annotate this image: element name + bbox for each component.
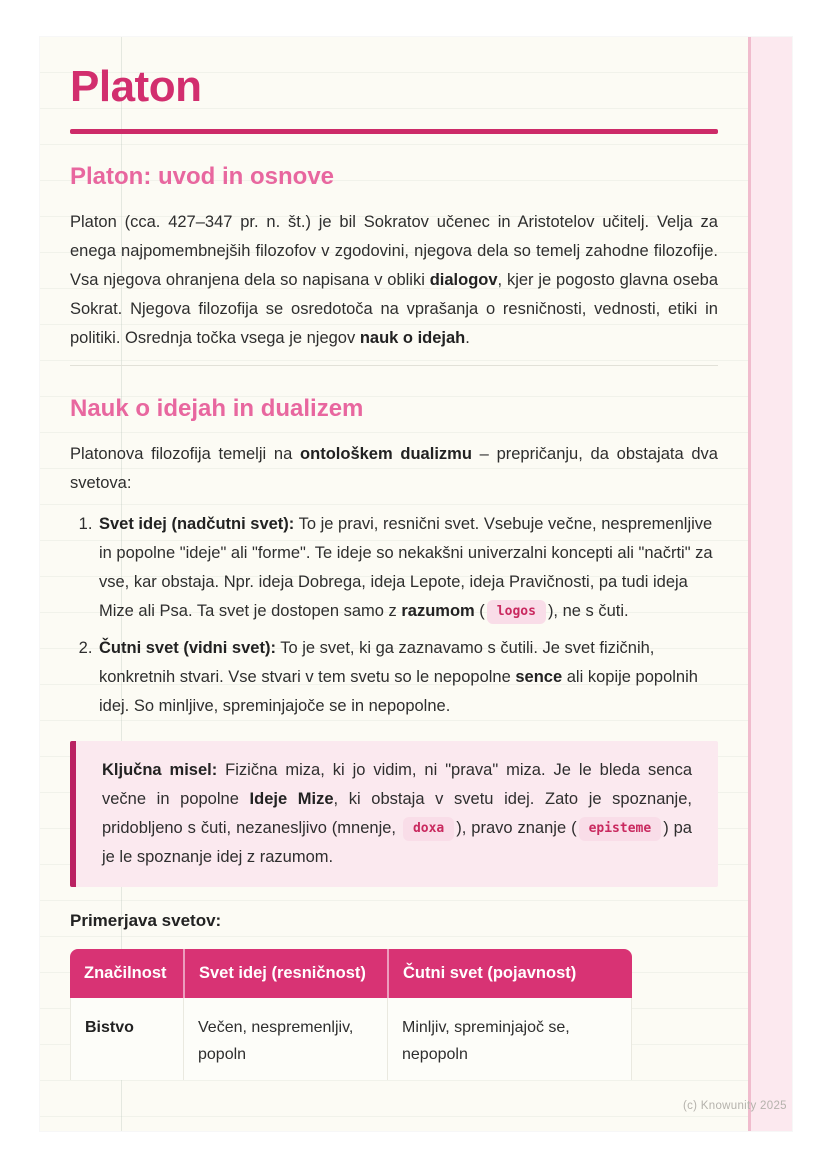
text-run: ( <box>474 602 485 620</box>
bold-term: sence <box>515 668 563 686</box>
table-header-cell: Čutni svet (pojavnost) <box>387 949 632 998</box>
table-label: Primerjava svetov: <box>70 911 222 930</box>
dualism-intro-paragraph <box>70 440 718 498</box>
notes-page <box>40 37 792 1131</box>
table-header-cell: Svet idej (resničnost) <box>183 949 387 998</box>
intro-paragraph <box>70 208 718 353</box>
text-run: , kjer je pogosto glavna oseba Sokrat. Njegova filozofija se osredotoča na vprašanja o resničnosti, vednosti, etiki in politiki. Osrednja točka vsega je njegov <box>70 271 718 347</box>
text-run: Platon (cca. 427–347 pr. n. št.) je bil Sokratov učenec in Aristotelov učitelj. Velja za enega najpomembnejših filozofov v zgodovini, njegova dela so temelj zahodne filozofije. Vsa njegova ohranjena dela so napisana v obliki <box>70 213 718 289</box>
text-run: – prepričanju, da obstajata dva svetova: <box>70 445 718 492</box>
title-divider <box>70 129 718 134</box>
bold-term: nauk o idejah <box>359 329 466 347</box>
key-idea-callout <box>70 741 718 887</box>
text-run: To je svet, ki ga zaznavamo s čutili. Je svet fizičnih, konkretnih stvari. Vse stvari v tem svetu so le nepopolne <box>99 639 655 686</box>
table-header-cell: Značilnost <box>70 949 183 998</box>
section-heading-intro: Platon: uvod in osnove <box>70 163 335 190</box>
text-run: . <box>465 329 470 347</box>
table-cell: Minljiv, spreminjajoč se, nepopoln <box>387 998 632 1080</box>
text-run: To je pravi, resnični svet. Vsebuje večne, nespremenljive in popolne "ideje" ali "forme". Te ideje so nekakšni univerzalni koncepti ali "načrti" za vse, kar obstaja. Npr. ideja Dobrega, ideja Lepote, ideja Pravičnosti, pa tudi ideja Mize ali Psa. Ta svet je dostopen samo z <box>99 515 713 620</box>
worlds-list <box>70 510 718 721</box>
bold-term: Svet idej (nadčutni svet): <box>99 515 295 533</box>
text-run: , ki obstaja v svetu idej. Zato je spoznanje, pridobljeno s čuti, nezanesljivo (mnenje, <box>102 790 692 837</box>
text-run: ), ne s čuti. <box>547 602 629 620</box>
inline-code-chip: doxa <box>403 817 454 841</box>
bold-term: ontološkem dualizmu <box>300 445 472 463</box>
page-content <box>70 37 718 1080</box>
bold-term: Čutni svet (vidni svet): <box>99 639 276 657</box>
section-heading-dualism: Nauk o idejah in dualizem <box>70 395 364 422</box>
table-cell: Večen, nespremenljiv, popoln <box>183 998 387 1080</box>
bold-term: Ideje Mize <box>249 790 334 808</box>
text-run: Platonova filozofija temelji na <box>70 445 301 463</box>
page-edge-strip <box>748 37 792 1131</box>
text-run: ), pravo znanje ( <box>456 819 577 837</box>
text-run: ali kopije popolnih idej. So minljive, spreminjajoče se in nepopolne. <box>99 668 698 715</box>
list-item-sensory-world <box>97 634 718 721</box>
page-title: Platon <box>70 62 202 111</box>
list-item-world-of-ideas <box>97 510 718 626</box>
table-header-row <box>70 949 632 998</box>
inline-code-chip: episteme <box>579 817 662 841</box>
watermark: (c) Knowunity 2025 <box>683 1100 787 1112</box>
text-run: Fizična miza, ki jo vidim, ni "prava" miza. Je le bleda senca večne in popolne <box>102 761 692 808</box>
section-divider <box>70 365 718 366</box>
comparison-table <box>70 949 632 1080</box>
text-run: ) pa je le spoznanje idej z razumom. <box>102 819 692 866</box>
bold-term: dialogov <box>429 271 498 289</box>
table-row <box>70 998 632 1080</box>
bold-term: razumom <box>401 602 475 620</box>
callout-title: Ključna misel: <box>102 761 218 779</box>
inline-code-chip: logos <box>487 600 546 624</box>
table-cell: Bistvo <box>70 998 183 1080</box>
